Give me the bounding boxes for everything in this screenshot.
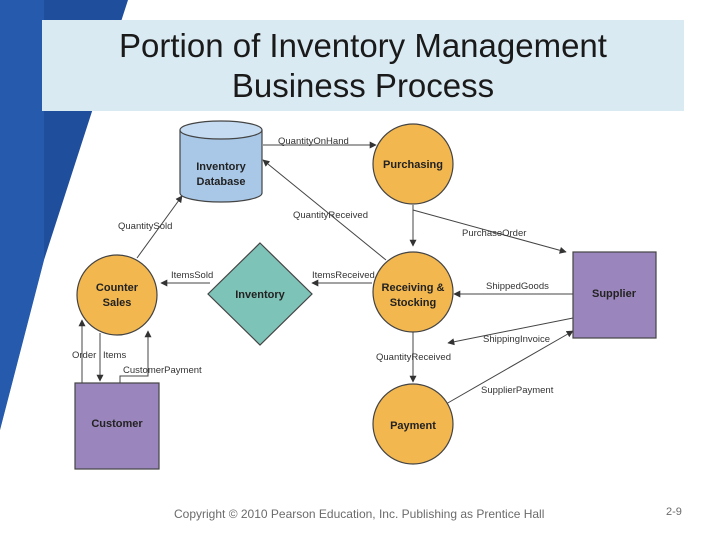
inventory-label: Inventory	[235, 289, 285, 301]
slide-title-line-1: Portion of Inventory Management	[119, 26, 607, 64]
supplier-node	[573, 252, 656, 338]
flow-label-items-sold: ItemsSold	[171, 270, 214, 281]
flow-label-quantity-sold: QuantitySold	[118, 221, 173, 232]
flow-label-quantity-received-pay: QuantityReceived	[376, 352, 451, 363]
customer-node	[75, 383, 159, 469]
copyright-footer: Copyright © 2010 Pearson Education, Inc. Publishing as Prentice Hall	[174, 507, 545, 521]
inventory-database-node	[180, 121, 262, 202]
flow-label-quantity-on-hand: QuantityOnHand	[278, 136, 349, 147]
flow-label-supplier-payment: SupplierPayment	[481, 385, 554, 396]
counter-sales-label-1: Counter	[95, 282, 139, 294]
receiving-stocking-label-2: Stocking	[389, 297, 437, 309]
flow-label-customer-payment: CustomerPayment	[123, 365, 202, 376]
supplier-label: Supplier	[591, 288, 637, 300]
page-number: 2-9	[666, 506, 682, 518]
receiving-stocking-node	[373, 252, 453, 332]
purchasing-label: Purchasing	[383, 159, 443, 171]
inventory-database-label-2: Database	[196, 176, 246, 188]
flow-label-quantity-received-db: QuantityReceived	[293, 210, 368, 221]
counter-sales-label-2: Sales	[102, 297, 132, 309]
flow-label-shipped-goods: ShippedGoods	[486, 281, 549, 292]
purchasing-node	[373, 124, 453, 204]
payment-node	[373, 384, 453, 464]
flow-label-items-received: ItemsReceived	[312, 270, 375, 281]
flow-label-order: Order	[72, 350, 97, 361]
counter-sales-node	[77, 255, 157, 335]
payment-label: Payment	[390, 420, 436, 432]
customer-label: Customer	[91, 418, 143, 430]
flow-label-purchase-order: PurchaseOrder	[462, 228, 527, 239]
slide-title-line-2: Business Process	[231, 66, 495, 104]
receiving-stocking-label-1: Receiving &	[381, 282, 445, 294]
inventory-database-label-1: Inventory	[196, 161, 246, 173]
inventory-node	[208, 243, 312, 345]
flow-label-items: Items	[103, 350, 127, 361]
flow-label-shipping-invoice: ShippingInvoice	[483, 334, 551, 345]
